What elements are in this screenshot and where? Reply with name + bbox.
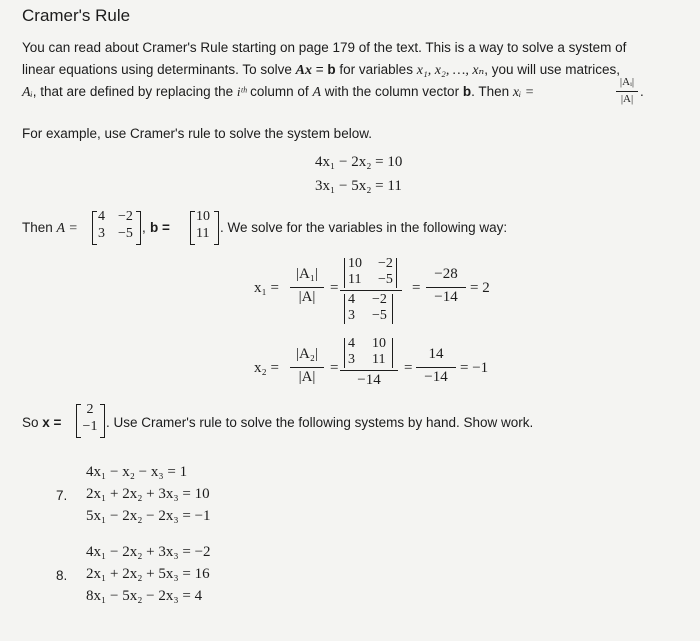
intro-text: , that are defined by replacing the [32,84,237,99]
det-entry: −5 [378,272,393,287]
det-bar [396,258,397,288]
det-entry: −5 [372,308,387,323]
x2-result: = −1 [460,360,489,376]
x1-val-num: −28 [434,266,458,282]
matrix-a-11: 4 [98,209,105,224]
xi-symbol: xᵢ = [512,85,535,100]
det-entry: 10 [372,336,386,351]
matrix-a-12: −2 [118,209,133,224]
fraction-bar [340,370,398,371]
det-entry: 11 [372,352,386,367]
problem-8-eq-2: 2x₁ + 2x₂ + 5x₃ = 16 [86,566,210,582]
system-eq-2: 3x₁ − 5x₂ = 11 [315,178,402,194]
b-vector: b [327,62,336,77]
det-entry: 3 [348,352,355,367]
x1-result: = 2 [470,280,490,296]
vector-b-1: 10 [196,209,210,224]
vector-b-2: 11 [196,226,210,241]
problem-8-eq-1: 4x₁ − 2x₂ + 3x₃ = −2 [86,544,211,560]
instructions: . Use Cramer's rule to solve the following systems by hand. Show work. [106,415,534,430]
intro-line-1: You can read about Cramer's Rule starting on page 179 of the text. This is a way to solve a system of [22,40,627,55]
x2-num: |A₂| [295,346,319,362]
b-equals: b = [150,220,170,235]
fraction-bar [416,367,456,368]
x1-val-den: −14 [434,289,458,305]
problem-7-eq-2: 2x₁ + 2x₂ + 3x₃ = 10 [86,486,210,502]
fraction-bar [290,367,324,368]
det-entry: 3 [348,308,355,323]
det-entry: −2 [372,292,387,307]
a-symbol: A [312,85,321,100]
det-bar [392,338,393,368]
equals-sign: = [412,280,421,296]
then-text: Then [22,220,57,235]
x2-den: |A| [298,369,316,385]
problem-8-eq-3: 8x₁ − 5x₂ − 2x₃ = 4 [86,588,203,604]
so-text: So [22,415,43,430]
intro-text: , you will use matrices, [484,62,620,77]
a-equals: A = [56,221,78,236]
bracket-left [92,211,97,245]
problem-7-eq-1: 4x₁ − x₂ − x₃ = 1 [86,464,188,480]
fraction-bar [616,91,638,92]
intro-text: . Then [471,84,513,99]
intro-line-3 [22,84,534,101]
problem-7-eq-3: 5x₁ − 2x₂ − 2x₃ = −1 [86,508,211,524]
example-intro: For example, use Cramer's rule to solve the system below. [22,126,372,141]
bracket-right [214,211,219,245]
system-eq-1: 4x₁ − 2x₂ = 10 [315,154,403,170]
x1-den: |A| [298,289,316,305]
equals-sign: = [330,280,339,296]
fraction-bar [290,287,324,288]
solve-text: . We solve for the variables in the following way: [220,220,508,235]
x1-lhs: x₁ = [254,280,279,296]
intro-line-2 [22,62,620,79]
bracket-right [100,404,105,438]
period: . [640,84,644,99]
det-bar [344,338,345,368]
bracket-right [136,211,141,245]
matrix-a-21: 3 [98,226,105,241]
det-entry: −2 [378,256,393,271]
variables: x₁, x₂, …, xₙ [416,63,485,78]
bracket-left [190,211,195,245]
problem-number: 7. [56,488,68,503]
equals-sign: = [330,360,339,376]
matrix-a-22: −5 [118,226,133,241]
det-entry: 4 [348,292,355,307]
det-bar [344,294,345,324]
x2-val-den: −14 [424,369,448,385]
det-bar [392,294,393,324]
x2-val-num: 14 [428,346,444,362]
equals-sign: = [312,62,328,77]
x2-det-den: −14 [357,372,381,388]
problem-number: 8. [56,568,68,583]
so-label [22,415,61,430]
then-label [22,220,78,237]
fraction-bar [426,287,466,288]
det-entry: 4 [348,336,355,351]
solution-x1: 2 [86,402,94,417]
fraction-bar [340,290,402,291]
equals-sign: = [404,360,413,376]
x1-num: |A₁| [295,266,319,282]
det-entry: 11 [348,272,362,287]
b-vector: b [462,84,472,99]
frac-denominator: |A| [620,93,634,105]
det-entry: 10 [348,256,362,271]
solution-x2: −1 [82,419,98,434]
frac-numerator: |Aᵢ| [619,76,635,88]
intro-text: column of [246,84,313,99]
comma: , [142,220,146,235]
intro-text: linear equations using determinants. To solve [22,62,296,77]
x2-lhs: x₂ = [254,360,279,376]
ai-symbol: Aᵢ [22,85,33,100]
intro-text: with the column vector [321,84,463,99]
det-bar [344,258,345,288]
page-title: Cramer's Rule [22,6,131,25]
intro-text: for variables [335,62,417,77]
ax-symbol: Ax [295,63,313,78]
ith-symbol: iᵗʰ [236,84,247,99]
x-equals: x = [42,415,62,430]
